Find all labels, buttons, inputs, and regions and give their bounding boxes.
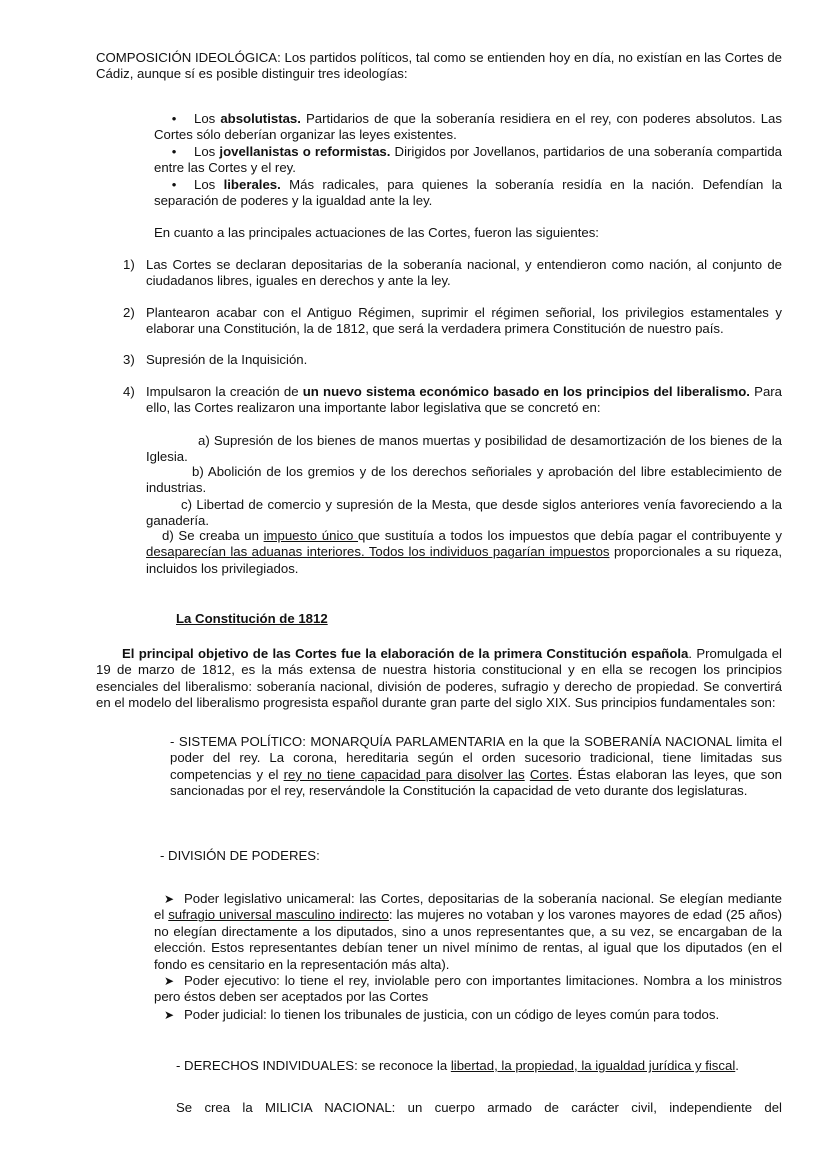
intro-lead: COMPOSICIÓN IDEOLÓGICA:: [96, 50, 281, 65]
poder-judicial: ➤ Poder judicial: lo tienen los tribunales de justicia, con un código de leyes común para todos.: [154, 1007, 782, 1023]
poder-ejecutivo: ➤ Poder ejecutivo: lo tiene el rey, inviolable pero con importantes limitaciones. Nombra a los ministros pero éstos deben ser aceptados por las Cortes: [154, 973, 782, 1005]
intro-text: Los partidos políticos, tal como se entienden hoy en día, no existían en las Cortes de Cádiz, aunque sí es posible distinguir tres ideologías:: [96, 50, 782, 82]
section-heading: La Constitución de 1812: [176, 611, 328, 626]
subitem-d: d) Se creaba un impuesto único que sustituía a todos los impuestos que debía pagar el contribuyente y desaparecían las aduanas interiores. Todos los individuos pagarían impuestos proporcionales a su riqueza, incluidos los privilegiados.: [146, 528, 782, 576]
ideology-liberales: • Los liberales. Más radicales, para quienes la soberanía residía en la nación. Defendían la separación de poderes y la igualdad ante la ley.: [154, 177, 782, 209]
subitem-a: a) Supresión de los bienes de manos muertas y posibilidad de desamortización de los bienes de la Iglesia.: [146, 433, 782, 465]
derechos-individuales: - DERECHOS INDIVIDUALES: se reconoce la libertad, la propiedad, la igualdad jurídica y fiscal.: [176, 1058, 739, 1073]
subitem-b: b) Abolición de los gremios y de los derechos señoriales y aprobación del libre establecimiento de industrias.: [146, 464, 782, 496]
actuacion-item-2: 2) Plantearon acabar con el Antiguo Régimen, suprimir el régimen señorial, los privilegios estamentales y elaborar una Constitución, la de 1812, que será la verdadera primera Constitución de nuestro país.: [123, 305, 782, 337]
ideology-jovellanistas: • Los jovellanistas o reformistas. Dirigidos por Jovellanos, partidarios de una soberanía compartida entre las Cortes y el rey.: [154, 144, 782, 176]
subitem-c: c) Libertad de comercio y supresión de la Mesta, que desde siglos anteriores venía favoreciendo a la ganadería.: [146, 497, 782, 529]
constitution-paragraph: El principal objetivo de las Cortes fue la elaboración de la primera Constitución española. Promulgada el 19 de marzo de 1812, es la más extensa de nuestra historia constitucional y en ella se recogen los principios esenciales del liberalismo: soberanía nacional, división de poderes, sufragio y derecho de propiedad. Se convertirá en el modelo del liberalismo progresista español durante gran parte del siglo XIX. Sus principios fundamentales son:: [96, 646, 782, 711]
milicia-nacional: Se crea la MILICIA NACIONAL: un cuerpo armado de carácter civil, independiente del: [176, 1100, 782, 1115]
actuaciones-intro: En cuanto a las principales actuaciones de las Cortes, fueron las siguientes:: [154, 225, 599, 240]
bullet-icon: •: [171, 177, 177, 192]
division-title: - DIVISIÓN DE PODERES:: [160, 848, 320, 863]
poder-legislativo: ➤ Poder legislativo unicameral: las Cortes, depositarias de la soberanía nacional. Se elegían mediante el sufragio universal masculino indirecto: las mujeres no votaban y los varones mayores de edad (25 años) no elegían directamente a los diputados, sino a unos representantes que, a su vez, se encargaban de la elección. Estos representantes debían tener un nivel mínimo de rentas, al igual que los diputados (en el fondo es censitario en la representación más alta).: [154, 891, 782, 972]
ideology-name: jovellanistas o reformistas.: [219, 144, 391, 159]
ideology-name: absolutistas.: [220, 111, 301, 126]
bullet-icon: •: [171, 144, 177, 159]
arrow-bullet-icon: ➤: [163, 974, 175, 988]
bullet-icon: •: [171, 111, 177, 126]
ideology-name: liberales.: [223, 177, 281, 192]
actuacion-item-3: 3) Supresión de la Inquisición.: [123, 352, 308, 367]
sistema-politico: - SISTEMA POLÍTICO: MONARQUÍA PARLAMENTARIA en la que la SOBERANÍA NACIONAL limita el poder del rey. La corona, hereditaria según el orden sucesorio tradicional, tiene limitadas sus competencias y el rey no tiene capacidad para disolver las Cortes. Éstas elaboran las leyes, que son sancionadas por el rey, reservándole la Constitución la capacidad de veto durante dos legislaturas.: [170, 734, 782, 799]
ideology-absolutistas: • Los absolutistas. Partidarios de que la soberanía residiera en el rey, con poderes absolutos. Las Cortes sólo deberían organizar las leyes existentes.: [154, 111, 782, 143]
actuacion-item-1: 1) Las Cortes se declaran depositarias de la soberanía nacional, y entendieron como nación, al conjunto de ciudadanos libres, iguales en derechos y ante la ley.: [123, 257, 782, 289]
actuacion-item-4: 4) Impulsaron la creación de un nuevo sistema económico basado en los principios del liberalismo. Para ello, las Cortes realizaron una importante labor legislativa que se concretó en:: [123, 384, 783, 416]
intro-paragraph: [96, 50, 782, 83]
arrow-bullet-icon: ➤: [163, 1008, 175, 1022]
arrow-bullet-icon: ➤: [163, 892, 175, 906]
